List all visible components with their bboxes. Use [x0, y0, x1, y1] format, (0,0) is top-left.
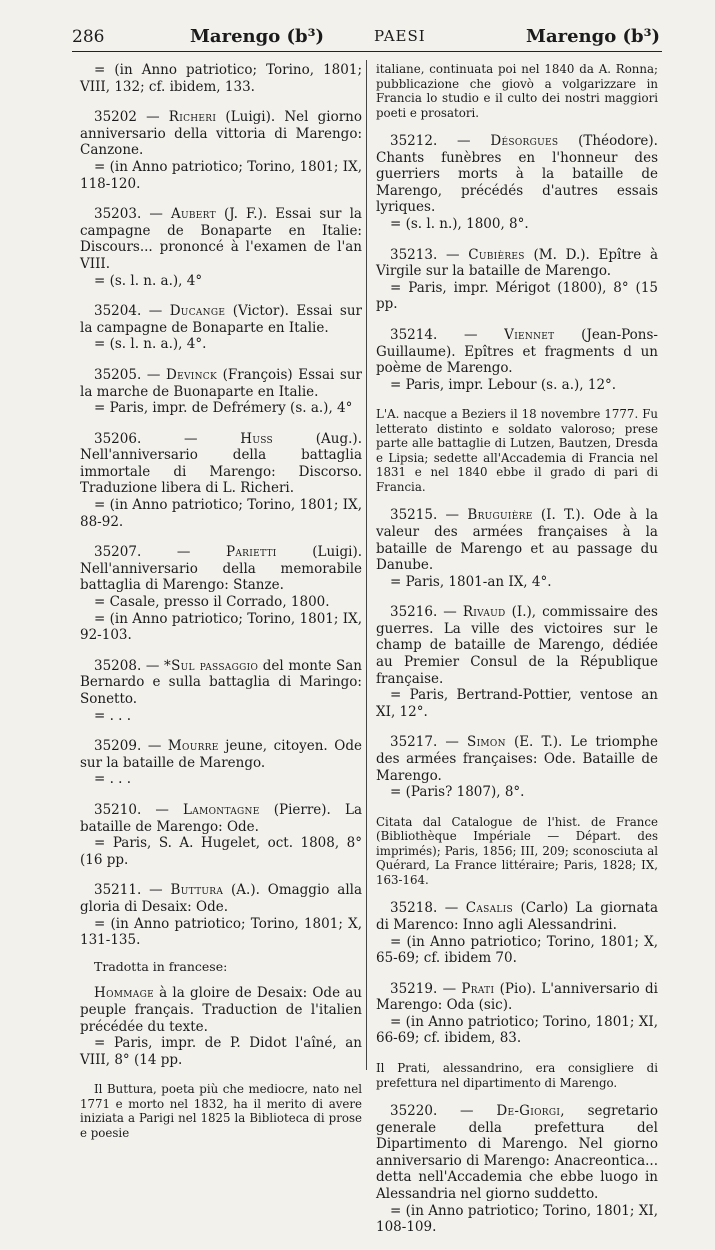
header-left-title: Marengo (b³): [190, 26, 324, 47]
entry-number: 35207.: [94, 544, 142, 561]
entry-number: 35220.: [390, 1103, 438, 1120]
entry-35216: 35216. — Rivaud (I.), commissaire des guerres. La ville des victoires sur le champ de bataille de Marengo, dédiée au Premier Consul de la République française. = Paris, Bertrand-Pottier, ventose an XI, 12°.: [376, 604, 658, 720]
entry-author: Rivaud: [462, 604, 506, 621]
entry-text: (François) Essai sur la marche de Buonaparte en Italie.: [80, 366, 362, 400]
entry-author: Buttura: [170, 882, 224, 899]
page-number: 286: [72, 27, 105, 47]
entry-number: 35214.: [390, 326, 438, 343]
entry-number: 35217.: [390, 734, 438, 751]
entry-author: Cubières: [468, 246, 525, 263]
entry-pub: = (s. l. n.), 1800, 8°.: [390, 215, 529, 232]
entry-pub: = (in Anno patriotico; Torino, 1801; X, 65-69; cf. ibidem 70.: [376, 933, 658, 967]
entry-author: De-Giorgi,: [496, 1103, 565, 1120]
left-column: [80, 62, 362, 1153]
entry-35219: 35219. — Prati (Pio). L'anniversario di Marengo: Oda (sic). = (in Anno patriotico; Torino, 1801; XI, 66-69; cf. ibidem, 83.: [376, 980, 658, 1047]
header-right-title: Marengo (b³): [526, 26, 660, 47]
entry-author: Hommage: [94, 985, 154, 1002]
entry-author: Parietti: [225, 544, 277, 561]
entry-pub: = (in Anno patriotico; Torino, 1801; IX, 92-103.: [80, 610, 362, 644]
entry-author: Désorgues: [490, 133, 559, 149]
entry-text: (Théodore). Chants funèbres en l'honneur des guerriers morts à la bataille de Marengo, précédés d'autres essais lyriques.: [376, 133, 658, 216]
entry-pub: = (s. l. n. a.), 4°.: [94, 336, 207, 353]
entry-text: (Luigi). Nell'anniversario della memorabile battaglia di Marengo: Stanze.: [80, 544, 362, 594]
entry-pub: = Paris, impr. Mérigot (1800), 8° (15 pp.: [376, 279, 658, 313]
entry-35207: 35207. — Parietti (Luigi). Nell'anniversario della memorabile battaglia di Marengo: Stanze. = Casale, presso il Corrado, 1800. = (in Anno patriotico; Torino, 1801; IX, 92-103.: [80, 544, 362, 644]
entry-pub: = (in Anno patriotico; Torino, 1801; IX, 118-120.: [80, 158, 362, 192]
entry-number: 35204.: [94, 303, 142, 320]
entry-author: Huss: [240, 430, 274, 447]
entry-pub: = Paris, impr. Lebour (s. a.), 12°.: [390, 376, 617, 393]
entry-number: 35219.: [390, 980, 438, 997]
entry-pub: = (in Anno patriotico; Torino, 1801; IX, 88-92.: [80, 497, 362, 530]
entry-number: 35205.: [94, 366, 142, 383]
entry-text: segretario generale della prefettura del Dipartimento di Marengo. Nel giorno anniversario di Marengo: Anacreontica... detta nell'Accademia che ebbe luogo in Alessandria nel giorno suddetto.: [376, 1103, 658, 1203]
entry-pub: = (in Anno patriotico; Torino, 1801; VIII, 132; cf. ibidem, 133.: [80, 62, 362, 95]
entry-35210: 35210. — Lamontagne (Pierre). La bataille de Marengo: Ode. = Paris, S. A. Hugelet, oct. 1808, 8° (16 pp.: [80, 801, 362, 868]
entry-note: Citata dal Catalogue de l'hist. de France (Bibliothèque Impériale — Départ. des imprimés); Paris, 1856; III, 209; sconosciuta al Quérard, La France littéraire; Paris, 1828; IX, 163-164.: [376, 814, 658, 887]
entry-note: L'A. nacque a Beziers il 18 novembre 1777. Fu letterato distinto e soldato valoroso; prese parte alle battaglie di Lutzen, Bautzen, Dresda e Lipsia; sedette all'Accademia di Francia nel 1831 e nel 1840 ebbe il grado di pari di Francia.: [376, 407, 658, 494]
entry-pub: = (in Anno patriotico; Torino, 1801; X, 131-135.: [80, 915, 362, 949]
entry-number: 35206.: [94, 430, 142, 447]
entry-text: (J. F.). Essai sur la campagne de Bonaparte en Italie: Discours... prononcé à l'examen de l'an VIII.: [80, 206, 362, 272]
entry-35213: 35213. — Cubières (M. D.). Epître à Virgile sur la bataille de Marengo. = Paris, impr. Mérigot (1800), 8° (15 pp.: [376, 246, 658, 313]
header-center-title: PAESI: [374, 27, 426, 45]
entry-text: (Carlo) La giornata di Marenco: Inno agli Alessandrini.: [376, 900, 659, 933]
entry-continuation: [80, 62, 362, 95]
entry-pub: = . . .: [94, 771, 132, 788]
entry-pub: = . . .: [94, 707, 132, 724]
entry-text: jeune, citoyen. Ode sur la bataille de Marengo.: [80, 738, 362, 771]
entry-text: (Aug.). Nell'anniversario della battaglia immortale di Marengo: Discorso. Traduzione libera di L. Richeri.: [80, 430, 362, 497]
entry-text: del monte San Bernardo e sulla battaglia di Maringo: Sonetto.: [80, 657, 363, 707]
entry-35217: 35217. — Simon (E. T.). Le triomphe des armées françaises: Ode. Bataille de Marengo. = (Paris? 1807), 8°.: [376, 734, 659, 801]
entry-pub: = Paris, Bertrand-Pottier, ventose an XI, 12°.: [376, 687, 658, 720]
running-header: [72, 24, 660, 50]
entry-author: Ducange: [169, 303, 226, 320]
entry-pub: = Casale, presso il Corrado, 1800.: [94, 594, 330, 611]
entry-text: (E. T.). Le triomphe des armées françaises: Ode. Bataille de Marengo.: [376, 734, 659, 784]
entry-text: (M. D.). Epître à Virgile sur la bataille de Marengo.: [376, 246, 658, 280]
right-column: [376, 62, 658, 1250]
entry-pub: = (s. l. n. a.), 4°: [94, 272, 203, 289]
entry-text: à la gloire de Desaix: Ode au peuple français. Traduction de l'italien précédée du texte.: [80, 985, 363, 1035]
entry-35205: 35205. — Devinck (François) Essai sur la marche de Buonaparte en Italie. = Paris, impr. de Defrémery (s. a.), 4°: [80, 366, 362, 417]
entry-author: Richeri: [168, 109, 217, 126]
entry-author: Mourre: [167, 738, 219, 755]
entry-pub: = (in Anno patriotico; Torino, 1801; XI, 108-109.: [376, 1202, 658, 1236]
entry-author: Prati: [461, 980, 495, 997]
entry-35202: 35202 — Richeri (Luigi). Nel giorno anniversario della vittoria di Marengo: Canzone. = (in Anno patriotico; Torino, 1801; IX, 118-120.: [80, 109, 362, 192]
entry-pub: = Paris, S. A. Hugelet, oct. 1808, 8° (16 pp.: [80, 835, 362, 868]
entry-text: (I.), commissaire des guerres. La ville des victoires sur le champ de bataille de Marengo, dédiée au Premier Consul de la République française.: [376, 604, 658, 687]
entry-number: 35216.: [390, 604, 438, 621]
column-divider: [366, 60, 367, 1070]
entry-pub: = Paris, impr. de P. Didot l'aîné, an VIII, 8° (14 pp.: [80, 1035, 362, 1068]
entry-text: (Luigi). Nel giorno anniversario della vittoria di Marengo: Canzone.: [80, 109, 362, 159]
entry-35209: 35209. — Mourre jeune, citoyen. Ode sur la bataille de Marengo. = . . .: [80, 738, 362, 788]
entry-text: (A.). Omaggio alla gloria di Desaix: Ode.: [80, 882, 362, 915]
entry-author: Simon: [467, 734, 506, 751]
entry-text: (Jean-Pons-Guillaume). Epîtres et fragments d un poème de Marengo.: [376, 326, 658, 377]
entry-text: (Pierre). La bataille de Marengo: Ode.: [80, 801, 362, 835]
entry-number: 35215.: [390, 507, 438, 524]
entry-number: 35210.: [94, 801, 142, 818]
entry-author: Aubert: [170, 206, 216, 223]
entry-pub: = (Paris? 1807), 8°.: [390, 784, 525, 801]
entry-text: (I. T.). Ode à la valeur des armées françaises à la bataille de Marengo et au passage du Danube.: [376, 507, 658, 574]
translation-label: Tradotta in francese:: [94, 958, 228, 974]
entry-35206: 35206. — Huss (Aug.). Nell'anniversario della battaglia immortale di Marengo: Discorso. Traduzione libera di L. Richeri. = (in Anno patriotico; Torino, 1801; IX, 88-92.: [80, 430, 362, 530]
entry-number: 35208.: [94, 657, 142, 674]
entry-35204: 35204. — Ducange (Victor). Essai sur la campagne de Bonaparte en Italie. = (s. l. n. a.), 4°.: [80, 303, 362, 353]
entry-35220: 35220. — De-Giorgi, segretario generale della prefettura del Dipartimento di Marengo. Nel giorno anniversario di Marengo: Anacreontica... detta nell'Accademia che ebbe luogo in Alessandria nel giorno suddetto. = (in Anno patriotico; Torino, 1801; XI, 108-109.: [376, 1103, 658, 1236]
entry-author: Viennet: [504, 326, 555, 343]
entry-number: 35203.: [94, 206, 142, 223]
entry-pub: = (in Anno patriotico; Torino, 1801; XI, 66-69; cf. ibidem, 83.: [376, 1013, 658, 1047]
entry-number: 35209.: [94, 738, 142, 755]
entry-text: (Pio). L'anniversario di Marengo: Oda (sic).: [376, 980, 658, 1014]
entry-author: Lamontagne: [183, 801, 260, 818]
entry-author: Casalis: [465, 900, 513, 917]
entry-35215: 35215. — Bruguière (I. T.). Ode à la valeur des armées françaises à la bataille de Marengo et au passage du Danube. = Paris, 1801-an IX, 4°.: [376, 507, 658, 590]
entry-35218: 35218. — Casalis (Carlo) La giornata di Marenco: Inno agli Alessandrini. = (in Anno patriotico; Torino, 1801; X, 65-69; cf. ibidem 70.: [376, 900, 659, 967]
entry-note: Il Prati, alessandrino, era consigliere di prefettura nel dipartimento di Marengo.: [376, 1061, 658, 1090]
entry-35208: 35208. — *Sul passaggio del monte San Bernardo e sulla battaglia di Maringo: Sonetto. = . . .: [80, 657, 363, 724]
entry-35203: 35203. — Aubert (J. F.). Essai sur la campagne de Bonaparte en Italie: Discours... prononcé à l'examen de l'an VIII. = (s. l. n. a.), 4°: [80, 206, 362, 289]
entry-35214: 35214. — Viennet (Jean-Pons-Guillaume). Epîtres et fragments d un poème de Marengo. = Paris, impr. Lebour (s. a.), 12°.: [376, 326, 658, 393]
entry-pub: = Paris, 1801-an IX, 4°.: [390, 573, 552, 590]
entry-number: 35211.: [94, 882, 142, 899]
entry-note: Il Buttura, poeta più che mediocre, nato nel 1771 e morto nel 1832, ha il merito di avere iniziata a Parigi nel 1825 la Biblioteca di prose e poesie: [80, 1082, 362, 1140]
entry-number: 35218.: [390, 900, 438, 917]
entry-text: (Victor). Essai sur la campagne de Bonaparte en Italie.: [80, 303, 362, 336]
entry-author: Bruguière: [467, 507, 533, 524]
entry-35211: 35211. — Buttura (A.). Omaggio alla gloria di Desaix: Ode. = (in Anno patriotico; Torino, 1801; X, 131-135. Tradotta in francese: Hommage à la gloire de Desaix: Ode au peuple français. Traduction de l'italien précédée du texte. = Paris, impr. de P. Didot l'aîné, an VIII, 8° (14 pp.: [80, 882, 363, 1068]
entry-number: 35213.: [390, 246, 438, 263]
entry-author: Devinck: [165, 366, 217, 383]
entry-note: italiane, continuata poi nel 1840 da A. Ronna; pubblicazione che giovò a volgarizzare in Francia lo studio e il culto dei nostri maggiori poeti e prosatori.: [376, 62, 658, 120]
entry-author: *Sul passaggio: [164, 657, 259, 674]
entry-number: 35202: [94, 109, 137, 126]
entry-pub: = Paris, impr. de Defrémery (s. a.), 4°: [94, 400, 353, 417]
header-rule: [72, 51, 662, 52]
entry-35212: 35212. — Désorgues (Théodore). Chants funèbres en l'honneur des guerriers morts à la bataille de Marengo, précédés d'autres essais lyriques. = (s. l. n.), 1800, 8°.: [376, 133, 658, 232]
entry-number: 35212.: [390, 133, 438, 149]
